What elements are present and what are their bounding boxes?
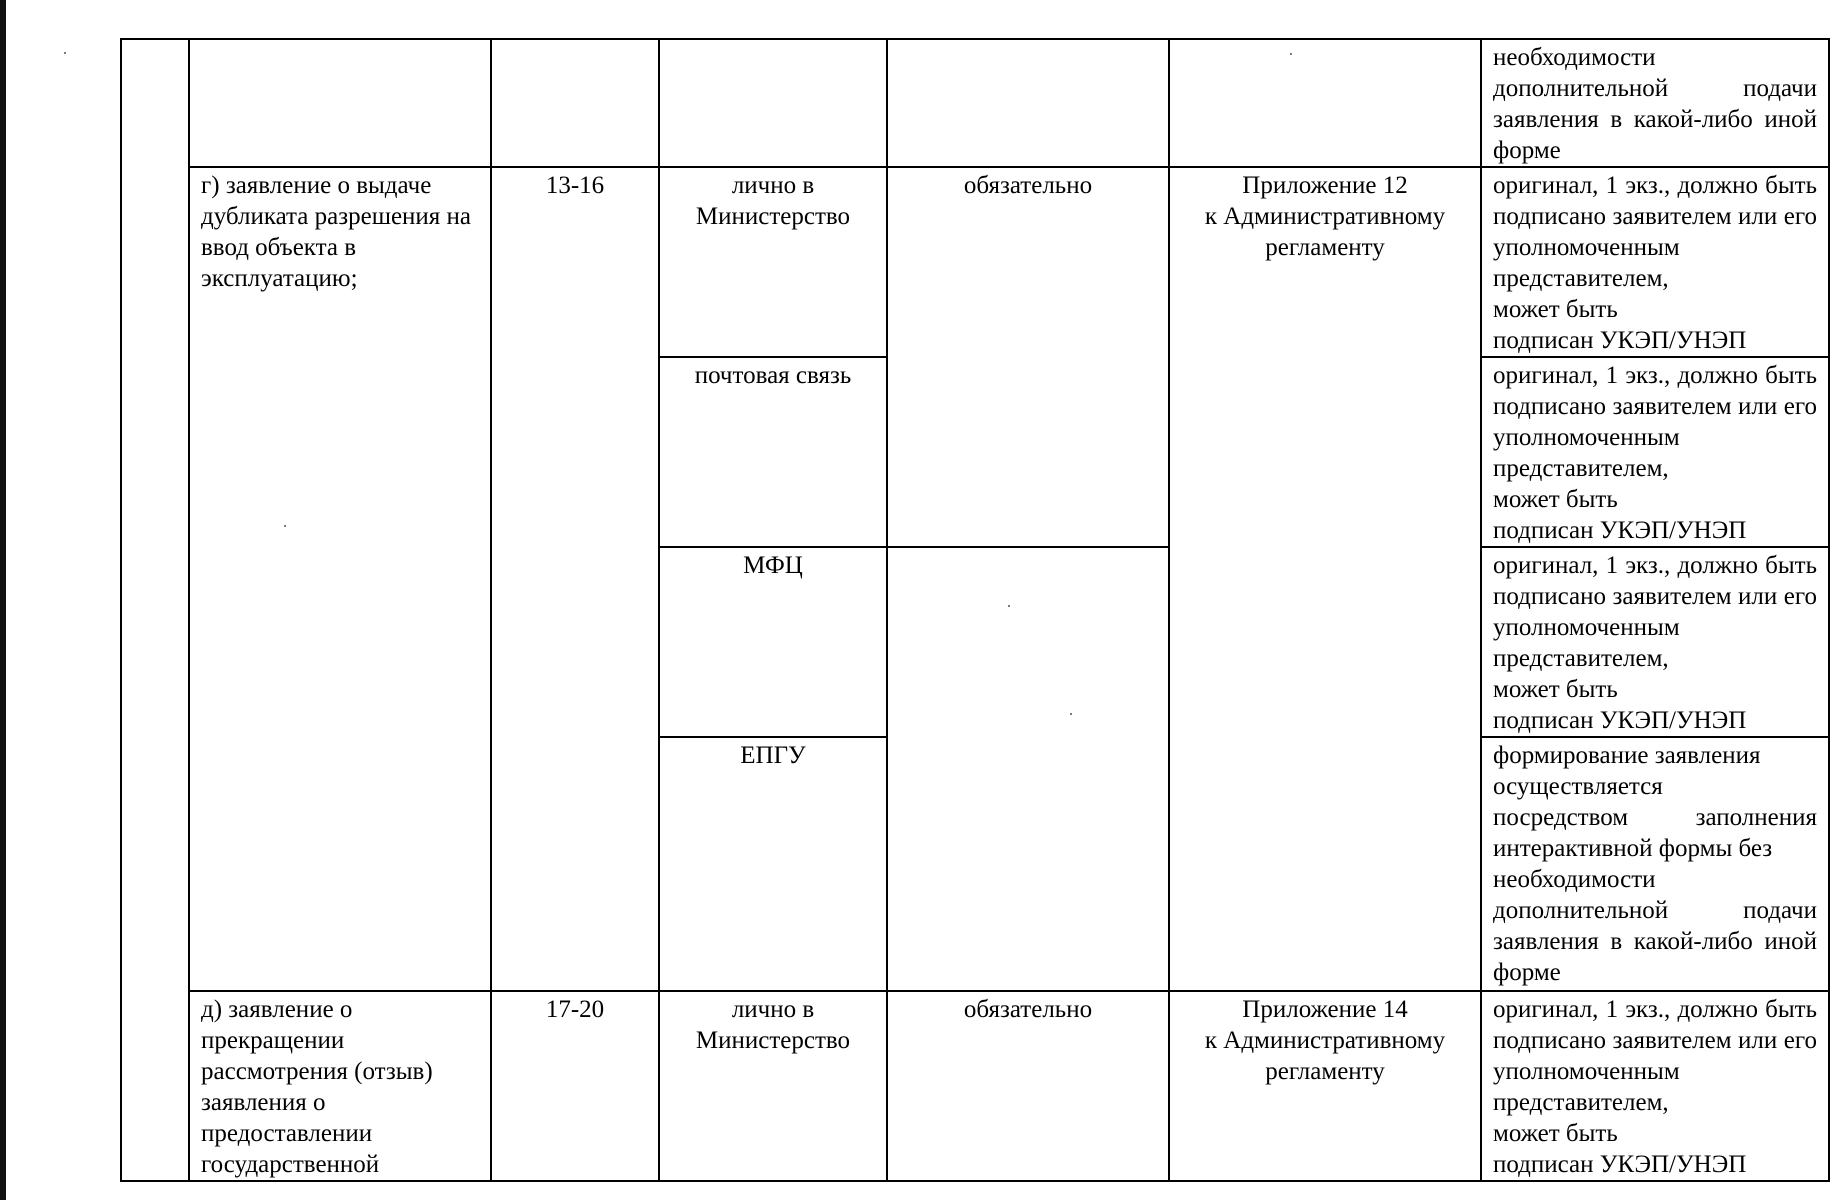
template-cell xyxy=(1169,39,1481,167)
table-row-g xyxy=(121,167,1829,357)
template-line: Приложение 12 xyxy=(1242,172,1408,199)
requirements-line: оригинал, 1 экз., должно быть подписано заявителем или его уполномоченным представителем, xyxy=(1493,172,1817,292)
scan-speck xyxy=(64,52,66,54)
documents-table xyxy=(120,38,1830,1182)
table-row-d xyxy=(121,991,1829,1181)
template-line: к Административному xyxy=(1204,203,1446,230)
necessity-cell xyxy=(887,39,1169,167)
method-cell: почтовая связь xyxy=(659,357,887,547)
requirements-cell xyxy=(1481,991,1829,1181)
template-line: Приложение 14 xyxy=(1242,996,1408,1023)
template-line: регламенту xyxy=(1265,234,1385,261)
requirements-line: подписан УКЭП/УНЭП xyxy=(1493,1151,1747,1178)
necessity-cell: обязательно xyxy=(887,167,1169,547)
document-name-cell: г) заявление о выдаче дубликата разрешения на ввод объекта в эксплуатацию; xyxy=(189,167,491,991)
scan-page-edge xyxy=(0,0,6,1200)
requirements-line: оригинал, 1 экз., должно быть подписано заявителем или его уполномоченным представителем, xyxy=(1493,996,1817,1116)
document-name-cell xyxy=(189,39,491,167)
template-line: к Административному xyxy=(1204,1027,1446,1054)
requirements-line: подписан УКЭП/УНЭП xyxy=(1493,327,1747,354)
table-row-continuation xyxy=(121,39,1829,167)
requirements-line: подписан УКЭП/УНЭП xyxy=(1493,517,1747,544)
requirements-cell: необходимости дополнительной подачи заявления в какой-либо иной форме xyxy=(1481,39,1829,167)
requirements-line: посредством заполнения интерактивной формы без xyxy=(1493,804,1817,862)
pages-cell: 13-16 xyxy=(491,167,659,991)
method-cell: лично в Министерство xyxy=(659,991,887,1181)
requirements-line: необходимости xyxy=(1493,866,1656,893)
requirements-line: может быть xyxy=(1493,296,1618,323)
requirements-line: осуществляется xyxy=(1493,773,1663,800)
requirements-line: оригинал, 1 экз., должно быть подписано заявителем или его уполномоченным представителем, xyxy=(1493,362,1817,482)
template-line: регламенту xyxy=(1265,1058,1385,1085)
requirements-line: дополнительной подачи заявления в какой-либо иной форме xyxy=(1493,897,1817,986)
requirements-cell xyxy=(1481,357,1829,547)
pages-cell xyxy=(491,39,659,167)
method-cell xyxy=(659,39,887,167)
pages-cell: 17-20 xyxy=(491,991,659,1181)
requirements-line: формирование заявления xyxy=(1493,742,1761,769)
document-name-cell: д) заявление о прекращении рассмотрения (отзыв) заявления о предоставлении государственной xyxy=(189,991,491,1181)
requirements-cell xyxy=(1481,547,1829,737)
requirements-line: подписан УКЭП/УНЭП xyxy=(1493,707,1747,734)
requirements-line: оригинал, 1 экз., должно быть подписано заявителем или его уполномоченным представителем, xyxy=(1493,552,1817,672)
necessity-cell-empty xyxy=(887,547,1169,991)
requirements-line: может быть xyxy=(1493,486,1618,513)
method-cell: ЕПГУ xyxy=(659,737,887,991)
necessity-cell: обязательно xyxy=(887,991,1169,1181)
template-cell xyxy=(1169,991,1481,1181)
requirements-cell xyxy=(1481,737,1829,991)
template-cell xyxy=(1169,167,1481,991)
number-column-cell xyxy=(121,39,189,1181)
requirements-line: может быть xyxy=(1493,1120,1618,1147)
method-cell: МФЦ xyxy=(659,547,887,737)
requirements-line: может быть xyxy=(1493,676,1618,703)
requirements-cell xyxy=(1481,167,1829,357)
method-cell: лично в Министерство xyxy=(659,167,887,357)
